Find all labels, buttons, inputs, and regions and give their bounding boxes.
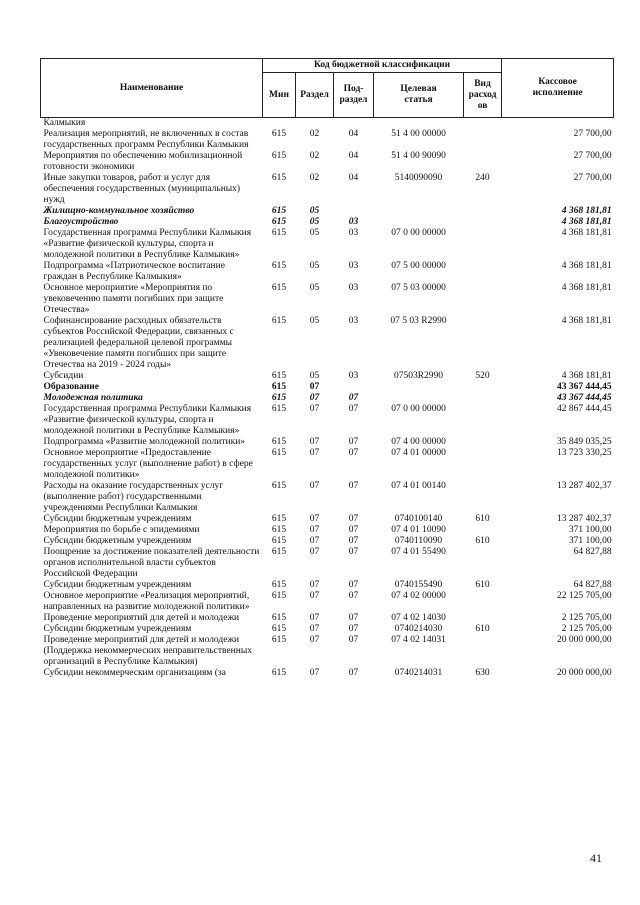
cell-podrazdel: 03 <box>348 283 359 293</box>
cell-amount: 43 367 444,45 <box>556 382 612 392</box>
cell-vid <box>464 151 502 173</box>
cell-target: 51 4 00 90090 <box>391 151 446 161</box>
cell-target: 0740100140 <box>394 514 443 524</box>
cell-vid: 520 <box>475 371 490 381</box>
table-row <box>41 382 614 393</box>
cell-target: 07 5 03 R2990 <box>390 316 447 326</box>
table-row <box>41 514 614 525</box>
cell-vid <box>464 217 502 228</box>
cell-razdel: 05 <box>309 316 320 326</box>
cell-name: Расходы на оказание государственных услуг (выполнение работ) государственными учреждениями Республики Калмыкия <box>43 481 224 513</box>
cell-name: Софинансирование расходных обязательств субъектов Российской Федерации, связанных с реализацией федеральной целевой программы «Увековечение памяти погибших при защите Отечества на 2019 - 2024 годы» <box>43 316 234 370</box>
table-row <box>41 448 614 481</box>
cell-amount: 4 368 181,81 <box>561 283 612 293</box>
cell-amount: 35 849 035,25 <box>556 437 612 447</box>
cell-min: 615 <box>271 261 287 271</box>
cell-min: 615 <box>271 635 287 645</box>
cell-podrazdel <box>334 118 374 130</box>
cell-name: Иные закупки товаров, работ и услуг для обеспечения государственных (муниципальных) нужд <box>43 173 241 205</box>
header-razdel: Раздел <box>296 73 334 118</box>
header-podrazdel-label: Под- раздел <box>339 84 368 105</box>
cell-min: 615 <box>271 591 287 601</box>
cell-razdel: 05 <box>309 371 320 381</box>
cell-razdel: 02 <box>309 173 320 183</box>
cell-name: Субсидии бюджетным учреждениям <box>43 580 192 590</box>
cell-podrazdel: 07 <box>348 580 359 590</box>
cell-podrazdel: 04 <box>348 129 359 139</box>
cell-min: 615 <box>271 481 287 491</box>
cell-amount: 64 827,88 <box>573 580 612 590</box>
cell-min: 615 <box>271 206 287 216</box>
cell-razdel: 07 <box>309 591 320 601</box>
table-row <box>41 371 614 382</box>
cell-name: Проведение мероприятий для детей и молодежи (Поддержка некоммерческих неправительственных организаций в Республике Калмыкия) <box>43 635 252 667</box>
cell-amount: 13 287 402,37 <box>556 514 612 524</box>
cell-podrazdel <box>334 206 374 217</box>
cell-name: Образование <box>43 382 99 392</box>
cell-min: 615 <box>271 448 287 458</box>
cell-podrazdel <box>334 382 374 393</box>
cell-target <box>374 382 464 393</box>
header-classification-group: Код бюджетной классификации <box>263 59 502 73</box>
header-min: Мин <box>263 73 296 118</box>
cell-amount: 4 368 181,81 <box>561 261 612 271</box>
cell-razdel: 07 <box>309 525 320 535</box>
cell-amount: 64 827,88 <box>573 547 612 557</box>
cell-name: Субсидии <box>43 371 84 381</box>
cell-razdel: 02 <box>309 129 320 139</box>
cell-vid: 610 <box>475 624 490 634</box>
header-target <box>374 73 464 118</box>
table-row <box>41 536 614 547</box>
cell-vid <box>464 129 502 151</box>
table-row <box>41 580 614 591</box>
cell-name: Мероприятия по обеспечению мобилизационной готовности экономики <box>43 151 243 172</box>
cell-amount: 42 867 444,45 <box>556 404 612 414</box>
cell-podrazdel: 07 <box>348 404 359 414</box>
cell-amount: 22 125 705,00 <box>556 591 612 601</box>
cell-vid <box>464 547 502 580</box>
cell-podrazdel: 07 <box>348 525 359 535</box>
cell-min: 615 <box>271 404 287 414</box>
cell-podrazdel: 07 <box>348 547 359 557</box>
header-vid <box>464 73 502 118</box>
cell-vid: 240 <box>475 173 490 183</box>
cell-vid <box>464 316 502 371</box>
cell-vid: 630 <box>475 668 490 678</box>
cell-name: Основное мероприятие «Предоставление государственных услуг (выполнение работ) в сфере молодежной политики» <box>43 448 253 480</box>
cell-name: Подпрограмма «Развитие молодежной политики» <box>43 437 246 447</box>
cell-name: Проведение мероприятий для детей и молодежи <box>43 613 240 623</box>
cell-vid <box>464 437 502 448</box>
cell-vid: 610 <box>475 536 490 546</box>
cell-razdel: 07 <box>309 635 320 645</box>
cell-podrazdel: 07 <box>348 514 359 524</box>
cell-razdel: 05 <box>309 217 320 227</box>
cell-name: Основное мероприятие «Мероприятия по увековечению памяти погибших при защите Отечества» <box>43 283 224 315</box>
cell-min: 615 <box>271 217 287 227</box>
cell-target: 07 4 01 55490 <box>391 547 446 557</box>
cell-target: 07 0 00 00000 <box>391 228 446 238</box>
cell-amount: 27 700,00 <box>573 173 612 183</box>
table-row <box>41 591 614 613</box>
budget-document <box>40 58 613 679</box>
table-row <box>41 129 614 151</box>
cell-podrazdel: 07 <box>348 481 359 491</box>
cell-min: 615 <box>271 316 287 326</box>
header-name: Наименование <box>41 59 263 118</box>
table-row <box>41 151 614 173</box>
cell-amount: 20 000 000,00 <box>556 668 612 678</box>
cell-razdel: 07 <box>309 404 320 414</box>
cell-amount: 20 000 000,00 <box>556 635 612 645</box>
cell-min: 615 <box>271 437 287 447</box>
cell-vid <box>464 228 502 261</box>
cell-name: Субсидии бюджетным учреждениям <box>43 536 192 546</box>
cell-amount: 4 368 181,81 <box>561 371 612 381</box>
cell-target: 07 4 01 10090 <box>391 525 446 535</box>
cell-target: 51 4 00 00000 <box>391 129 446 139</box>
cell-amount <box>502 118 614 130</box>
cell-podrazdel: 07 <box>348 448 359 458</box>
cell-podrazdel: 03 <box>348 261 359 271</box>
cell-name: Реализация мероприятий, не включенных в состав государственных программ Республики Калмыкия <box>43 129 249 150</box>
table-row <box>41 547 614 580</box>
cell-vid <box>464 591 502 613</box>
cell-amount: 371 100,00 <box>568 536 612 546</box>
cell-min: 615 <box>271 151 287 161</box>
cell-name: Поощрение за достижение показателей деятельности органов исполнительной власти субъектов Российской Федерации <box>43 547 260 579</box>
table-row <box>41 283 614 316</box>
cell-min: 615 <box>271 624 287 634</box>
table-row <box>41 624 614 635</box>
cell-razdel: 07 <box>309 547 320 557</box>
cell-min: 615 <box>271 129 287 139</box>
cell-target: 07503R2990 <box>393 371 444 381</box>
header-vid-label: Вид расход ов <box>468 78 497 111</box>
cell-target <box>374 393 464 404</box>
cell-amount: 27 700,00 <box>573 129 612 139</box>
cell-podrazdel: 03 <box>348 217 359 227</box>
cell-amount: 2 125 705,00 <box>561 624 612 634</box>
cell-podrazdel: 03 <box>348 371 359 381</box>
cell-amount: 2 125 705,00 <box>561 613 612 623</box>
cell-target: 07 4 02 00000 <box>391 591 446 601</box>
cell-razdel: 07 <box>309 668 320 678</box>
cell-name: Калмыкия <box>43 118 86 128</box>
cell-razdel: 07 <box>309 437 320 447</box>
header-target-label: Целевая статья <box>400 84 437 105</box>
cell-podrazdel: 07 <box>348 635 359 645</box>
cell-vid <box>464 393 502 404</box>
cell-amount: 4 368 181,81 <box>561 316 612 326</box>
cell-vid <box>464 206 502 217</box>
cell-razdel: 05 <box>309 283 320 293</box>
cell-razdel: 07 <box>309 481 320 491</box>
cell-name: Жилищно-коммунальное хозяйство <box>43 206 195 216</box>
cell-amount: 4 368 181,81 <box>561 228 612 238</box>
cell-min: 615 <box>271 283 287 293</box>
cell-target <box>374 217 464 228</box>
cell-razdel: 07 <box>309 613 320 623</box>
cell-amount: 27 700,00 <box>573 151 612 161</box>
cell-vid <box>464 613 502 624</box>
cell-amount: 4 368 181,81 <box>561 217 612 227</box>
table-row <box>41 668 614 679</box>
cell-min: 615 <box>271 547 287 557</box>
cell-vid <box>464 118 502 130</box>
cell-name: Субсидии бюджетным учреждениям <box>43 514 192 524</box>
cell-name: Молодежная политика <box>43 393 143 403</box>
cell-razdel: 07 <box>309 382 320 392</box>
table-body <box>41 118 614 680</box>
header-amount-label: Кассовое исполнение <box>532 77 583 98</box>
cell-name: Мероприятия по борьбе с эпидемиями <box>43 525 200 535</box>
cell-target: 0740214031 <box>394 668 443 678</box>
cell-vid: 610 <box>475 514 490 524</box>
table-row <box>41 261 614 283</box>
cell-target: 07 4 01 00140 <box>391 481 446 491</box>
cell-podrazdel: 04 <box>348 173 359 183</box>
cell-min: 615 <box>271 536 287 546</box>
cell-target: 07 4 02 14031 <box>391 635 446 645</box>
cell-podrazdel: 07 <box>348 536 359 546</box>
cell-target: 07 0 00 00000 <box>391 404 446 414</box>
cell-podrazdel: 03 <box>348 316 359 326</box>
cell-min: 615 <box>271 382 287 392</box>
cell-name: Подпрограмма «Патриотическое воспитание граждан в Республике Калмыкия» <box>43 261 225 282</box>
cell-min: 615 <box>271 173 287 183</box>
cell-amount: 43 367 444,45 <box>556 393 612 403</box>
cell-target: 07 5 00 00000 <box>391 261 446 271</box>
cell-min <box>263 118 296 130</box>
cell-razdel: 07 <box>309 536 320 546</box>
cell-razdel: 07 <box>309 624 320 634</box>
cell-podrazdel: 07 <box>348 393 359 403</box>
cell-podrazdel: 04 <box>348 151 359 161</box>
page-number: 41 <box>590 851 602 865</box>
table-row <box>41 228 614 261</box>
header-amount <box>502 59 614 118</box>
table-row <box>41 173 614 206</box>
table-header <box>41 59 614 118</box>
cell-target <box>374 118 464 130</box>
cell-target <box>374 206 464 217</box>
cell-razdel <box>296 118 334 130</box>
cell-podrazdel: 07 <box>348 624 359 634</box>
table-row <box>41 404 614 437</box>
cell-name: Благоустройство <box>43 217 119 227</box>
cell-amount: 13 723 330,25 <box>556 448 612 458</box>
table-row <box>41 206 614 217</box>
budget-table <box>40 58 614 679</box>
cell-razdel: 07 <box>309 448 320 458</box>
cell-min: 615 <box>271 393 287 403</box>
cell-target: 0740155490 <box>394 580 443 590</box>
table-row <box>41 613 614 624</box>
cell-target: 0740214030 <box>394 624 443 634</box>
cell-podrazdel: 07 <box>348 437 359 447</box>
cell-name: Государственная программа Республики Калмыкия «Развитие физической культуры, спорта и молодежной политики в Республике Калмыкия» <box>43 228 252 260</box>
cell-razdel: 05 <box>309 228 320 238</box>
header-podrazdel <box>334 73 374 118</box>
cell-razdel: 07 <box>309 580 320 590</box>
cell-min: 615 <box>271 371 287 381</box>
cell-vid <box>464 404 502 437</box>
table-row <box>41 316 614 371</box>
cell-min: 615 <box>271 228 287 238</box>
cell-min: 615 <box>271 668 287 678</box>
table-row <box>41 481 614 514</box>
cell-name: Государственная программа Республики Калмыкия «Развитие физической культуры, спорта и молодежной политики в Республике Калмыкия» <box>43 404 252 436</box>
cell-razdel: 05 <box>309 261 320 271</box>
cell-vid <box>464 448 502 481</box>
cell-target: 07 4 02 14030 <box>391 613 446 623</box>
cell-target: 5140090090 <box>394 173 443 183</box>
cell-min: 615 <box>271 613 287 623</box>
cell-podrazdel: 07 <box>348 668 359 678</box>
cell-min: 615 <box>271 525 287 535</box>
cell-amount: 371 100,00 <box>568 525 612 535</box>
cell-vid <box>464 635 502 668</box>
cell-razdel: 07 <box>309 514 320 524</box>
cell-vid <box>464 261 502 283</box>
cell-podrazdel: 07 <box>348 613 359 623</box>
table-row <box>41 635 614 668</box>
cell-vid <box>464 481 502 514</box>
cell-razdel: 02 <box>309 151 320 161</box>
cell-vid <box>464 525 502 536</box>
cell-razdel: 07 <box>309 393 320 403</box>
cell-podrazdel: 03 <box>348 228 359 238</box>
cell-target: 07 4 01 00000 <box>391 448 446 458</box>
cell-amount: 13 287 402,37 <box>556 481 612 491</box>
cell-target: 0740110090 <box>394 536 443 546</box>
cell-razdel: 05 <box>309 206 320 216</box>
cell-podrazdel: 07 <box>348 591 359 601</box>
cell-name: Субсидии бюджетным учреждениям <box>43 624 192 634</box>
cell-min: 615 <box>271 514 287 524</box>
table-row <box>41 525 614 536</box>
cell-amount: 4 368 181,81 <box>561 206 612 216</box>
table-row <box>41 437 614 448</box>
cell-vid: 610 <box>475 580 490 590</box>
table-row <box>41 118 614 130</box>
cell-target: 07 4 00 00000 <box>391 437 446 447</box>
cell-vid <box>464 382 502 393</box>
cell-name: Основное мероприятие «Реализация мероприятий, направленных на развитие молодежной политики» <box>43 591 250 612</box>
cell-name: Субсидии некоммерческим организациям (за <box>43 668 226 678</box>
table-row <box>41 217 614 228</box>
cell-min: 615 <box>271 580 287 590</box>
table-row <box>41 393 614 404</box>
cell-target: 07 5 03 00000 <box>391 283 446 293</box>
cell-vid <box>464 283 502 316</box>
